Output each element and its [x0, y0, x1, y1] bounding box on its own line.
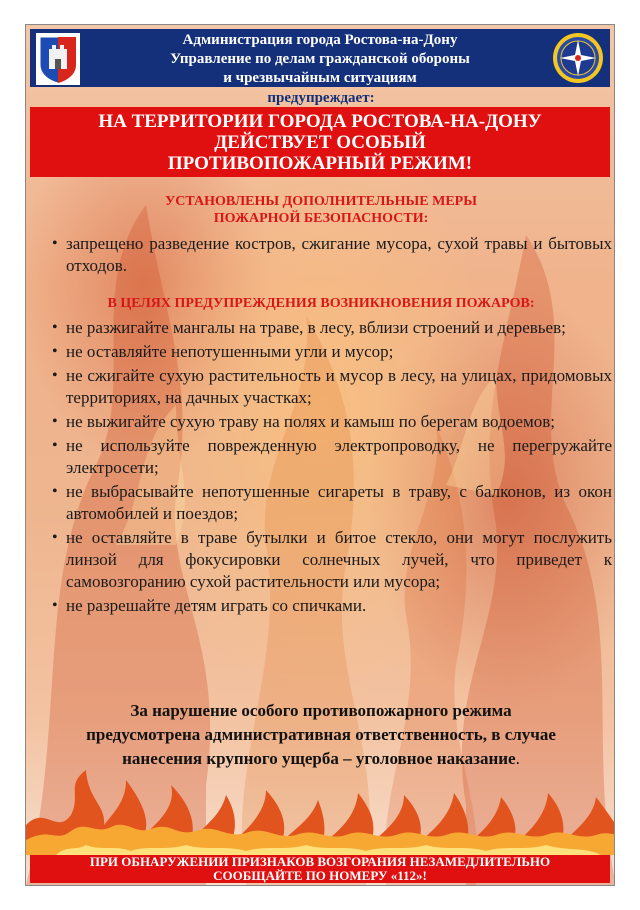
- header-line-2: Управление по делам гражданской обороны: [170, 51, 470, 67]
- warning-line-3: нанесения крупного ущерба – уголовное наказание: [122, 749, 516, 768]
- prevention-title: В ЦЕЛЯХ ПРЕДУПРЕЖДЕНИЯ ВОЗНИКНОВЕНИЯ ПОЖАРОВ:: [107, 296, 535, 311]
- civil-defense-emblem-icon: [552, 32, 604, 84]
- warning-line-2: предусмотрена административная ответственность, в случае: [86, 725, 556, 744]
- list-item: • не разжигайте мангалы на траве, в лесу, вблизи строений и деревьев;: [52, 317, 612, 339]
- banner-line-1: НА ТЕРРИТОРИИ ГОРОДА РОСТОВА-НА-ДОНУ: [98, 111, 542, 132]
- main-banner: [30, 107, 610, 177]
- header-line-1: Администрация города Ростова-на-Дону: [182, 32, 458, 48]
- footer-line-1: ПРИ ОБНАРУЖЕНИИ ПРИЗНАКОВ ВОЗГОРАНИЯ НЕЗАМЕДЛИТЕЛЬНО: [89, 854, 551, 869]
- city-coat-of-arms-icon: [36, 33, 80, 85]
- footer-line-2: СООБЩАЙТЕ ПО НОМЕРУ «112»!: [213, 868, 427, 883]
- header-line-3: и чрезвычайным ситуациям: [223, 70, 417, 86]
- list-item: • не разрешайте детям играть со спичками.: [52, 595, 612, 617]
- banner-line-2: ДЕЙСТВУЕТ ОСОБЫЙ: [214, 132, 426, 153]
- measures-list: [52, 233, 612, 277]
- measures-title: [26, 193, 615, 227]
- list-item: • не используйте поврежденную электропроводку, не перегружайте электросети;: [52, 435, 612, 479]
- warns-text: предупреждает:: [267, 90, 375, 106]
- list-item: • не сжигайте сухую растительность и мусор в лесу, на улицах, придомовых территориях, на дачных участках;: [52, 365, 612, 409]
- banner-line-3: ПРОТИВОПОЖАРНЫЙ РЕЖИМ!: [167, 153, 473, 174]
- measures-title-line-1: УСТАНОВЛЕНЫ ДОПОЛНИТЕЛЬНЫЕ МЕРЫ: [165, 194, 477, 209]
- warning-end: .: [515, 749, 520, 768]
- list-item: • не оставляйте непотушенными угли и мусор;: [52, 341, 612, 363]
- warning-line-1: За нарушение особого противопожарного режима: [130, 701, 512, 720]
- list-item: • не оставляйте в траве бутылки и битое стекло, они могут послужить линзой для фокусировки солнечных лучей, что приведет к самовозгоранию сухой растительности или мусора;: [52, 527, 612, 593]
- measures-title-line-2: ПОЖАРНОЙ БЕЗОПАСНОСТИ:: [213, 211, 429, 226]
- poster: [25, 24, 615, 886]
- list-item: • не выжигайте сухую траву на полях и камыш по берегам водоемов;: [52, 411, 612, 433]
- liability-warning: [36, 699, 606, 771]
- list-item: • не выбрасывайте непотушенные сигареты в траву, с балконов, из окон автомобилей и поездов;: [52, 481, 612, 525]
- bottom-flames: [26, 765, 615, 855]
- header-block: [30, 29, 610, 87]
- emergency-footer: [30, 855, 610, 883]
- list-item: • запрещено разведение костров, сжигание мусора, сухой травы и бытовых отходов.: [52, 233, 612, 277]
- prevention-list: [52, 317, 612, 617]
